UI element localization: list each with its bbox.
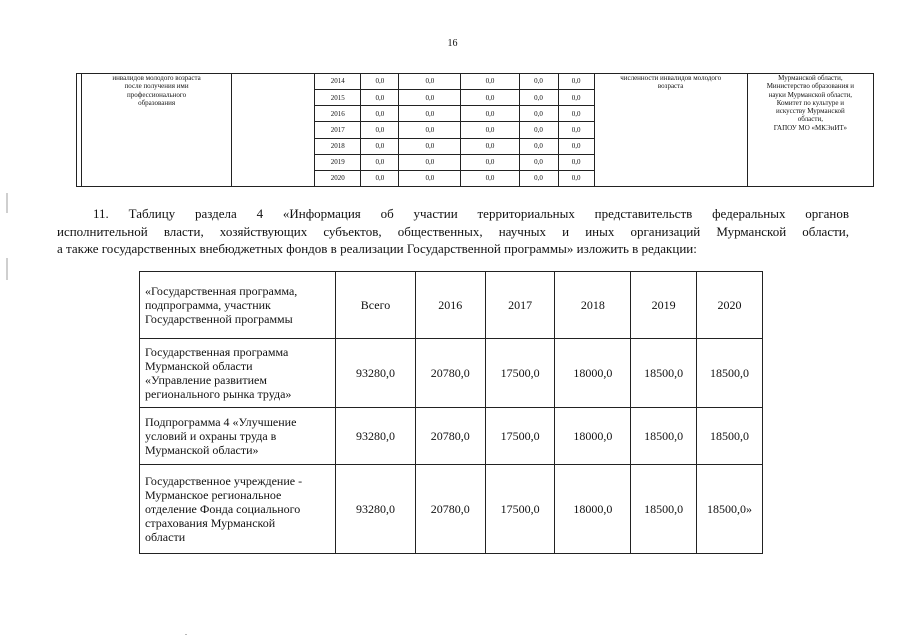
- value-cell: 0,0: [361, 154, 399, 170]
- year-cell: 2017: [315, 122, 361, 138]
- paragraph-line: а также государственных внебюджетных фондов в реализации Государственной программы» изложить в редакции:: [57, 241, 697, 256]
- header-year: 2018: [555, 272, 631, 339]
- value-cell: 0,0: [399, 138, 461, 154]
- value-cell: 0,0: [519, 74, 558, 90]
- value-cell: 0,0: [558, 122, 594, 138]
- value-cell: 0,0: [399, 122, 461, 138]
- header-total: Всего: [336, 272, 416, 339]
- activity-name: инвалидов молодого возраста после получения ими профессионального образования: [82, 74, 232, 187]
- row-value: 17500,0: [485, 339, 555, 407]
- year-cell: 2016: [315, 106, 361, 122]
- table-row: [140, 465, 763, 554]
- row-name: Подпрограмма 4 «Улучшение условий и охраны труда в Мурманской области»: [140, 407, 336, 464]
- header-year: 2017: [485, 272, 555, 339]
- table-row: [140, 407, 763, 464]
- value-cell: 0,0: [558, 74, 594, 90]
- value-cell: 0,0: [519, 170, 558, 186]
- row-value: 18500,0: [697, 407, 763, 464]
- year-cell: 2018: [315, 138, 361, 154]
- row-value: 18000,0: [555, 407, 631, 464]
- value-cell: 0,0: [399, 90, 461, 106]
- row-value: 20780,0: [415, 339, 485, 407]
- row-value: 18500,0: [697, 339, 763, 407]
- row-name: Государственная программа Мурманской области «Управление развитием регионального рынка труда»: [140, 339, 336, 407]
- value-cell: 0,0: [558, 138, 594, 154]
- scan-margin-mark: [6, 258, 8, 280]
- value-cell: 0,0: [461, 138, 519, 154]
- paragraph-line: исполнительной власти, хозяйствующих субъектов, общественных, научных и иных организаций Мурманской области,: [57, 223, 849, 239]
- row-value: 18000,0: [555, 465, 631, 554]
- row-name: Государственное учреждение - Мурманское региональное отделение Фонда социального страхования Мурманской области: [140, 465, 336, 554]
- row-value: 18500,0: [631, 465, 697, 554]
- value-cell: 0,0: [461, 90, 519, 106]
- year-cell: 2019: [315, 154, 361, 170]
- header-year: 2020: [697, 272, 763, 339]
- table-header-row: [140, 272, 763, 339]
- indicator-text: численности инвалидов молодого возраста: [594, 74, 747, 187]
- value-cell: 0,0: [399, 154, 461, 170]
- table-row: [140, 339, 763, 407]
- value-cell: 0,0: [519, 122, 558, 138]
- value-cell: 0,0: [461, 74, 519, 90]
- row-total: 93280,0: [336, 407, 416, 464]
- year-cell: 2020: [315, 170, 361, 186]
- scan-speck: .: [185, 628, 187, 637]
- row-value: 18000,0: [555, 339, 631, 407]
- value-cell: 0,0: [361, 138, 399, 154]
- value-cell: 0,0: [361, 122, 399, 138]
- value-cell: 0,0: [399, 74, 461, 90]
- header-name: «Государственная программа, подпрограмма, участник Государственной программы: [140, 272, 336, 339]
- value-cell: 0,0: [558, 154, 594, 170]
- scan-margin-mark: [6, 193, 8, 213]
- year-cell: 2014: [315, 74, 361, 90]
- value-cell: 0,0: [558, 106, 594, 122]
- value-cell: 0,0: [519, 106, 558, 122]
- value-cell: 0,0: [461, 122, 519, 138]
- row-value: 17500,0: [485, 465, 555, 554]
- value-cell: 0,0: [361, 90, 399, 106]
- executors-text: Мурманской области, Министерство образования и науки Мурманской области, Комитет по культуре и искусству Мурманской области, ГАПОУ МО «МКЭиИТ»: [747, 74, 873, 187]
- year-cell: 2015: [315, 90, 361, 106]
- paragraph-line: 11. Таблицу раздела 4 «Информация об участии территориальных представительств федеральных органов: [93, 206, 849, 221]
- row-value: 18500,0: [631, 407, 697, 464]
- value-cell: 0,0: [361, 74, 399, 90]
- row-value: 18500,0: [631, 339, 697, 407]
- header-year: 2019: [631, 272, 697, 339]
- value-cell: 0,0: [519, 154, 558, 170]
- value-cell: 0,0: [461, 154, 519, 170]
- row-value: 17500,0: [485, 407, 555, 464]
- value-cell: 0,0: [461, 170, 519, 186]
- value-cell: 0,0: [558, 90, 594, 106]
- value-cell: 0,0: [399, 170, 461, 186]
- row-value: 18500,0»: [697, 465, 763, 554]
- value-cell: 0,0: [519, 90, 558, 106]
- amendment-paragraph: [57, 205, 849, 258]
- row-total: 93280,0: [336, 339, 416, 407]
- value-cell: 0,0: [461, 106, 519, 122]
- value-cell: 0,0: [361, 170, 399, 186]
- value-cell: 0,0: [361, 106, 399, 122]
- row-value: 20780,0: [415, 465, 485, 554]
- value-cell: 0,0: [399, 106, 461, 122]
- value-cell: 0,0: [519, 138, 558, 154]
- empty-cell: [232, 74, 315, 187]
- participation-table: [139, 271, 763, 554]
- value-cell: 0,0: [558, 170, 594, 186]
- row-total: 93280,0: [336, 465, 416, 554]
- row-value: 20780,0: [415, 407, 485, 464]
- header-year: 2016: [415, 272, 485, 339]
- page-number: 16: [447, 38, 458, 49]
- top-fragment-table: [76, 73, 874, 187]
